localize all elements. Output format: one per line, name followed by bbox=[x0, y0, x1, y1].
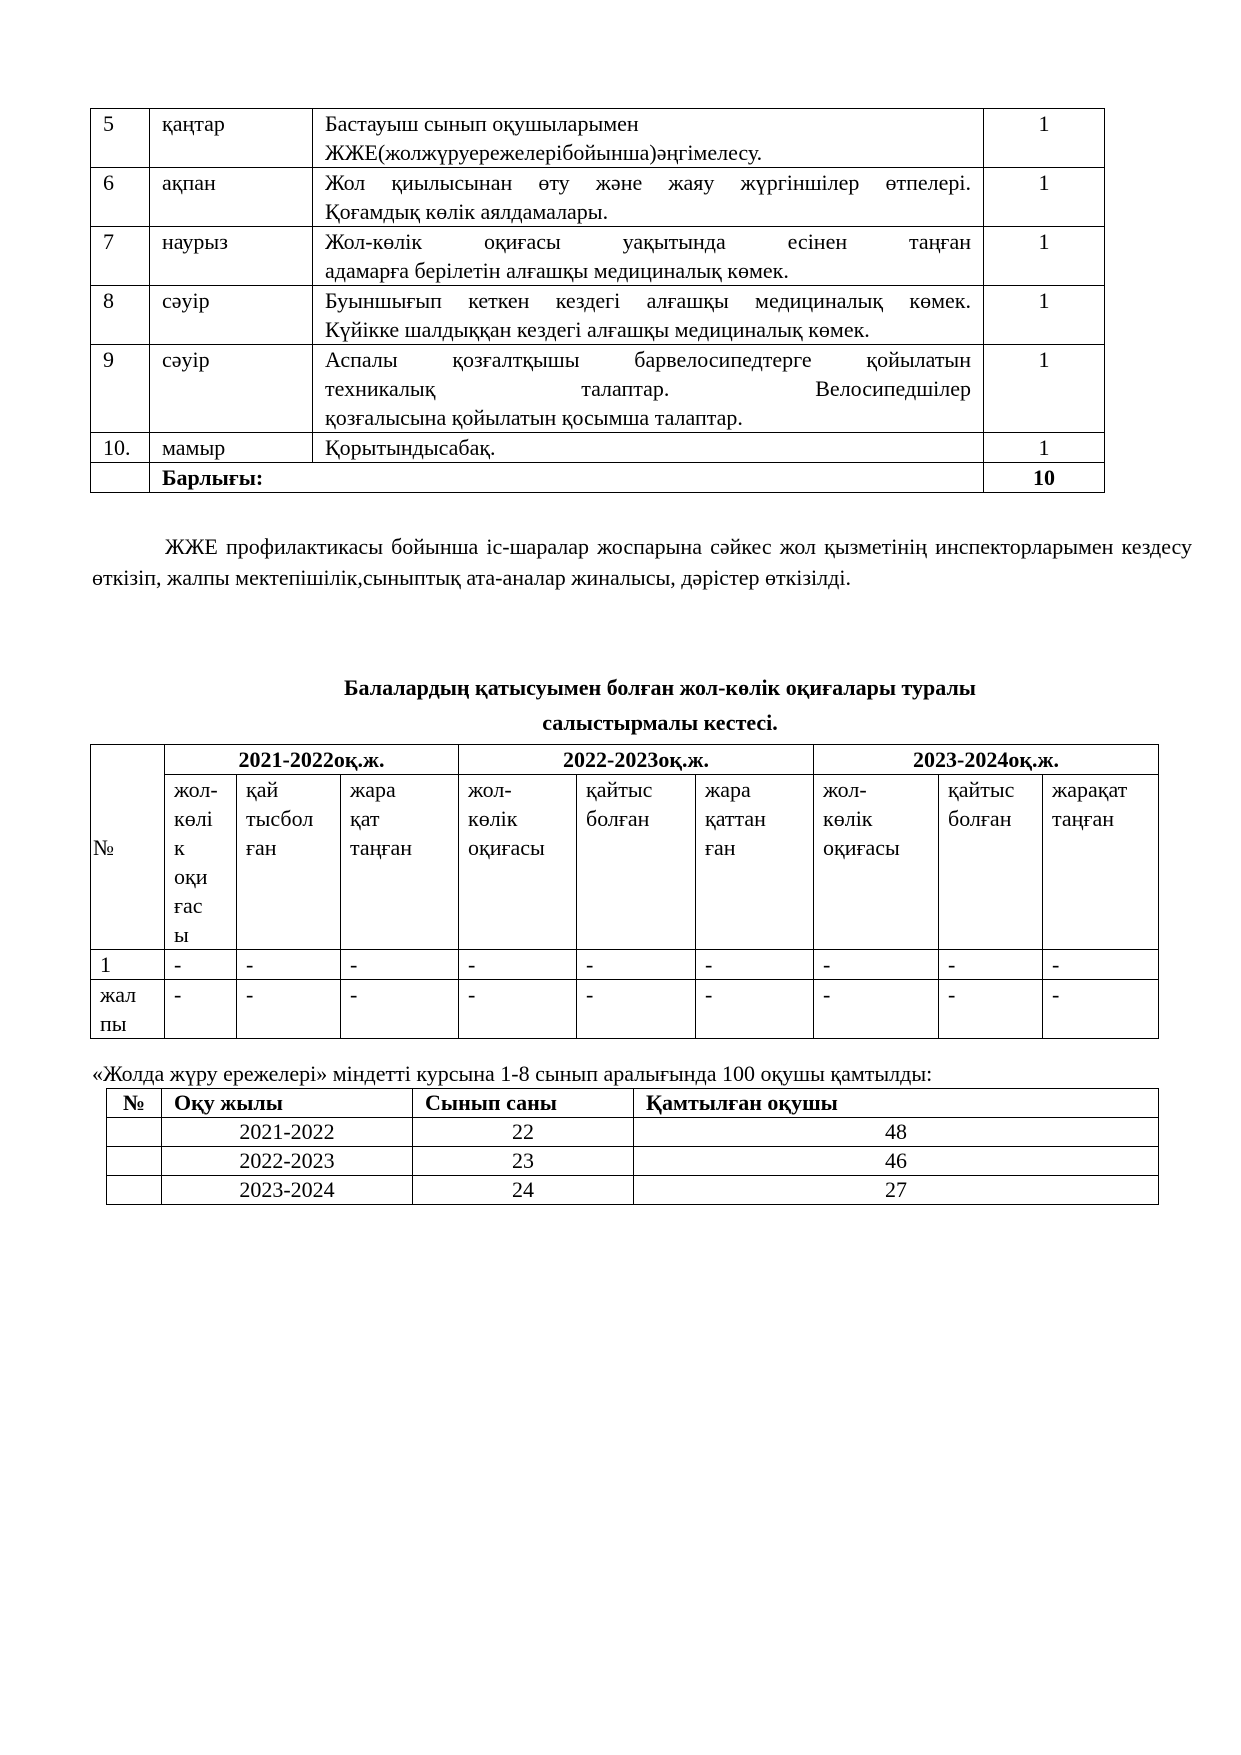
coverage-table bbox=[106, 1088, 1159, 1205]
acc-row-label bbox=[91, 980, 165, 1039]
acc-subheader-line: ғас bbox=[174, 893, 203, 918]
cov-students: 27 bbox=[634, 1176, 1159, 1205]
plan-row bbox=[91, 227, 1105, 286]
plan-topic bbox=[313, 345, 984, 433]
acc-row bbox=[91, 950, 1159, 980]
acc-cell: - bbox=[577, 950, 696, 980]
acc-num-header: № bbox=[91, 745, 165, 950]
acc-subheader-line: қат bbox=[350, 806, 380, 831]
cov-year: 2023-2024 bbox=[162, 1176, 413, 1205]
plan-topic bbox=[313, 286, 984, 345]
coverage-table-body bbox=[107, 1089, 1159, 1205]
plan-hours: 1 bbox=[984, 345, 1105, 433]
plan-table bbox=[90, 108, 1105, 493]
plan-hours: 1 bbox=[984, 168, 1105, 227]
acc-subheader-line: көлік bbox=[468, 806, 518, 831]
cov-row bbox=[107, 1176, 1159, 1205]
plan-total-row bbox=[91, 463, 1105, 493]
cov-num bbox=[107, 1176, 162, 1205]
acc-subheader-line: көлі bbox=[174, 806, 213, 831]
plan-total-value: 10 bbox=[984, 463, 1105, 493]
cov-year: 2021-2022 bbox=[162, 1118, 413, 1147]
acc-subheader-line: ған bbox=[705, 835, 736, 860]
acc-subheader bbox=[696, 775, 814, 950]
cov-num bbox=[107, 1147, 162, 1176]
plan-hours: 1 bbox=[984, 433, 1105, 463]
acc-subheader-line: оқиғасы bbox=[823, 835, 900, 860]
acc-year-header: 2023-2024оқ.ж. bbox=[814, 745, 1159, 775]
acc-cell: - bbox=[459, 980, 577, 1039]
plan-row bbox=[91, 433, 1105, 463]
acc-subheader-line: оқи bbox=[174, 864, 208, 889]
acc-subheader-line: қайтыс bbox=[948, 777, 1015, 802]
acc-subheader bbox=[1043, 775, 1159, 950]
acc-subheader-line: жол- bbox=[174, 777, 218, 802]
acc-cell: - bbox=[1043, 980, 1159, 1039]
acc-cell: - bbox=[939, 950, 1043, 980]
plan-month: наурыз bbox=[150, 227, 313, 286]
plan-topic-line: Жол-көлік оқиғасы уақытында есінен таңған bbox=[325, 229, 971, 254]
acc-cell: - bbox=[165, 980, 237, 1039]
acc-subheader-line: болған bbox=[586, 806, 650, 831]
plan-total-label: Барлығы: bbox=[150, 463, 984, 493]
acc-cell: - bbox=[814, 950, 939, 980]
plan-topic bbox=[313, 109, 984, 168]
acc-subheader-line: ған bbox=[246, 835, 277, 860]
acc-cell: - bbox=[237, 950, 341, 980]
plan-topic bbox=[313, 168, 984, 227]
acc-cell: - bbox=[165, 950, 237, 980]
plan-topic-line: Күйікке шалдыққан кездегі алғашқы медициналық көмек. bbox=[325, 317, 870, 342]
acc-year-row bbox=[91, 745, 1159, 775]
acc-year-header: 2022-2023оқ.ж. bbox=[459, 745, 814, 775]
cov-header: № bbox=[107, 1089, 162, 1118]
acc-subheader-line: тысбол bbox=[246, 806, 314, 831]
cov-header: Қамтылған оқушы bbox=[634, 1089, 1159, 1118]
acc-cell: - bbox=[341, 980, 459, 1039]
plan-table-body bbox=[91, 109, 1105, 493]
plan-month: мамыр bbox=[150, 433, 313, 463]
acc-subheader bbox=[341, 775, 459, 950]
cov-classes: 22 bbox=[413, 1118, 634, 1147]
plan-topic-line: Бастауыш сынып оқушыларымен bbox=[325, 111, 639, 136]
accident-table-body bbox=[91, 745, 1159, 1039]
acc-subheader-line: таңған bbox=[1052, 806, 1115, 831]
cov-header: Оқу жылы bbox=[162, 1089, 413, 1118]
plan-topic-line: Қоғамдық көлік аялдамалары. bbox=[325, 199, 609, 224]
plan-topic-line: қозғалысына қойылатын қосымша талаптар. bbox=[325, 405, 743, 430]
plan-num: 10. bbox=[91, 433, 150, 463]
acc-subheader-line: оқиғасы bbox=[468, 835, 545, 860]
cov-row bbox=[107, 1147, 1159, 1176]
plan-num: 8 bbox=[91, 286, 150, 345]
plan-topic-line: ЖЖЕ(жолжүруережелерібойынша)әңгімелесу. bbox=[325, 140, 763, 165]
acc-cell: - bbox=[939, 980, 1043, 1039]
plan-row bbox=[91, 109, 1105, 168]
accident-table-title: Балалардың қатысуымен болған жол-көлік оқиғалары туралы bbox=[344, 675, 976, 700]
plan-topic-line: Аспалы қозғалтқышы барвелосипедтерге қойылатын bbox=[325, 347, 971, 372]
cov-students: 48 bbox=[634, 1118, 1159, 1147]
acc-subheader-line: жара bbox=[350, 777, 396, 802]
acc-subheader-row bbox=[91, 775, 1159, 950]
acc-subheader bbox=[165, 775, 237, 950]
cov-classes: 23 bbox=[413, 1147, 634, 1176]
plan-topic bbox=[313, 433, 984, 463]
acc-row bbox=[91, 980, 1159, 1039]
cov-row bbox=[107, 1118, 1159, 1147]
cov-students: 46 bbox=[634, 1147, 1159, 1176]
acc-subheader bbox=[939, 775, 1043, 950]
plan-topic-line: адамарға берілетін алғашқы медициналық көмек. bbox=[325, 258, 789, 283]
plan-month: ақпан bbox=[150, 168, 313, 227]
acc-year-header: 2021-2022оқ.ж. bbox=[165, 745, 459, 775]
acc-cell: - bbox=[341, 950, 459, 980]
plan-row bbox=[91, 168, 1105, 227]
acc-row-label-line: 1 bbox=[100, 952, 111, 977]
plan-num: 6 bbox=[91, 168, 150, 227]
plan-hours: 1 bbox=[984, 109, 1105, 168]
cov-num bbox=[107, 1118, 162, 1147]
acc-subheader-line: таңған bbox=[350, 835, 412, 860]
acc-cell: - bbox=[577, 980, 696, 1039]
acc-row-label-line: жал bbox=[100, 982, 137, 1007]
paragraph: ЖЖЕ профилактикасы бойынша іс-шаралар жоспарына сәйкес жол қызметінің инспекторларымен кездесу өткізіп, жалпы мектепішілік,сыныптық ата-аналар жиналысы, дәрістер өткізілді. bbox=[92, 534, 1192, 590]
acc-subheader-line: болған bbox=[948, 806, 1012, 831]
acc-subheader bbox=[814, 775, 939, 950]
plan-num: 9 bbox=[91, 345, 150, 433]
acc-cell: - bbox=[1043, 950, 1159, 980]
plan-hours: 1 bbox=[984, 286, 1105, 345]
plan-num: 5 bbox=[91, 109, 150, 168]
cov-header: Сынып саны bbox=[413, 1089, 634, 1118]
acc-subheader-line: жол- bbox=[468, 777, 512, 802]
plan-total-empty bbox=[91, 463, 150, 493]
acc-row-label-line: пы bbox=[100, 1011, 127, 1036]
plan-topic-line: Буыншығып кеткен кездегі алғашқы медициналық көмек. bbox=[325, 288, 971, 313]
plan-topic-line: техникалық талаптар. Велосипедшілер bbox=[325, 376, 971, 401]
acc-subheader-line: қаттан bbox=[705, 806, 766, 831]
acc-subheader-line: ы bbox=[174, 922, 189, 947]
plan-month: сәуір bbox=[150, 345, 313, 433]
plan-topic-line: Қорытындысабақ. bbox=[325, 435, 496, 460]
acc-subheader bbox=[237, 775, 341, 950]
plan-row bbox=[91, 286, 1105, 345]
plan-hours: 1 bbox=[984, 227, 1105, 286]
plan-topic-line: Жол қиылысынан өту және жаяу жүргіншілер өтпелері. bbox=[325, 170, 971, 195]
plan-topic bbox=[313, 227, 984, 286]
accident-table-subtitle: салыстырмалы кестесі. bbox=[542, 710, 778, 735]
acc-subheader-line: қай bbox=[246, 777, 279, 802]
plan-row bbox=[91, 345, 1105, 433]
acc-subheader bbox=[459, 775, 577, 950]
acc-cell: - bbox=[814, 980, 939, 1039]
acc-cell: - bbox=[696, 950, 814, 980]
acc-subheader-line: қайтыс bbox=[586, 777, 653, 802]
acc-row-label bbox=[91, 950, 165, 980]
acc-subheader-line: жол- bbox=[823, 777, 867, 802]
acc-subheader-line: көлік bbox=[823, 806, 873, 831]
plan-month: сәуір bbox=[150, 286, 313, 345]
acc-cell: - bbox=[237, 980, 341, 1039]
coverage-caption: «Жолда жүру ережелері» міндетті курсына 1-8 сынып аралығында 100 оқушы қамтылды: bbox=[92, 1061, 933, 1086]
accident-table bbox=[90, 744, 1159, 1039]
acc-subheader-line: жара bbox=[705, 777, 751, 802]
acc-subheader bbox=[577, 775, 696, 950]
acc-cell: - bbox=[459, 950, 577, 980]
acc-cell: - bbox=[696, 980, 814, 1039]
acc-subheader-line: жарақат bbox=[1052, 777, 1128, 802]
acc-subheader-line: к bbox=[174, 835, 185, 860]
plan-month: қаңтар bbox=[150, 109, 313, 168]
cov-classes: 24 bbox=[413, 1176, 634, 1205]
plan-num: 7 bbox=[91, 227, 150, 286]
cov-year: 2022-2023 bbox=[162, 1147, 413, 1176]
cov-header-row bbox=[107, 1089, 1159, 1118]
